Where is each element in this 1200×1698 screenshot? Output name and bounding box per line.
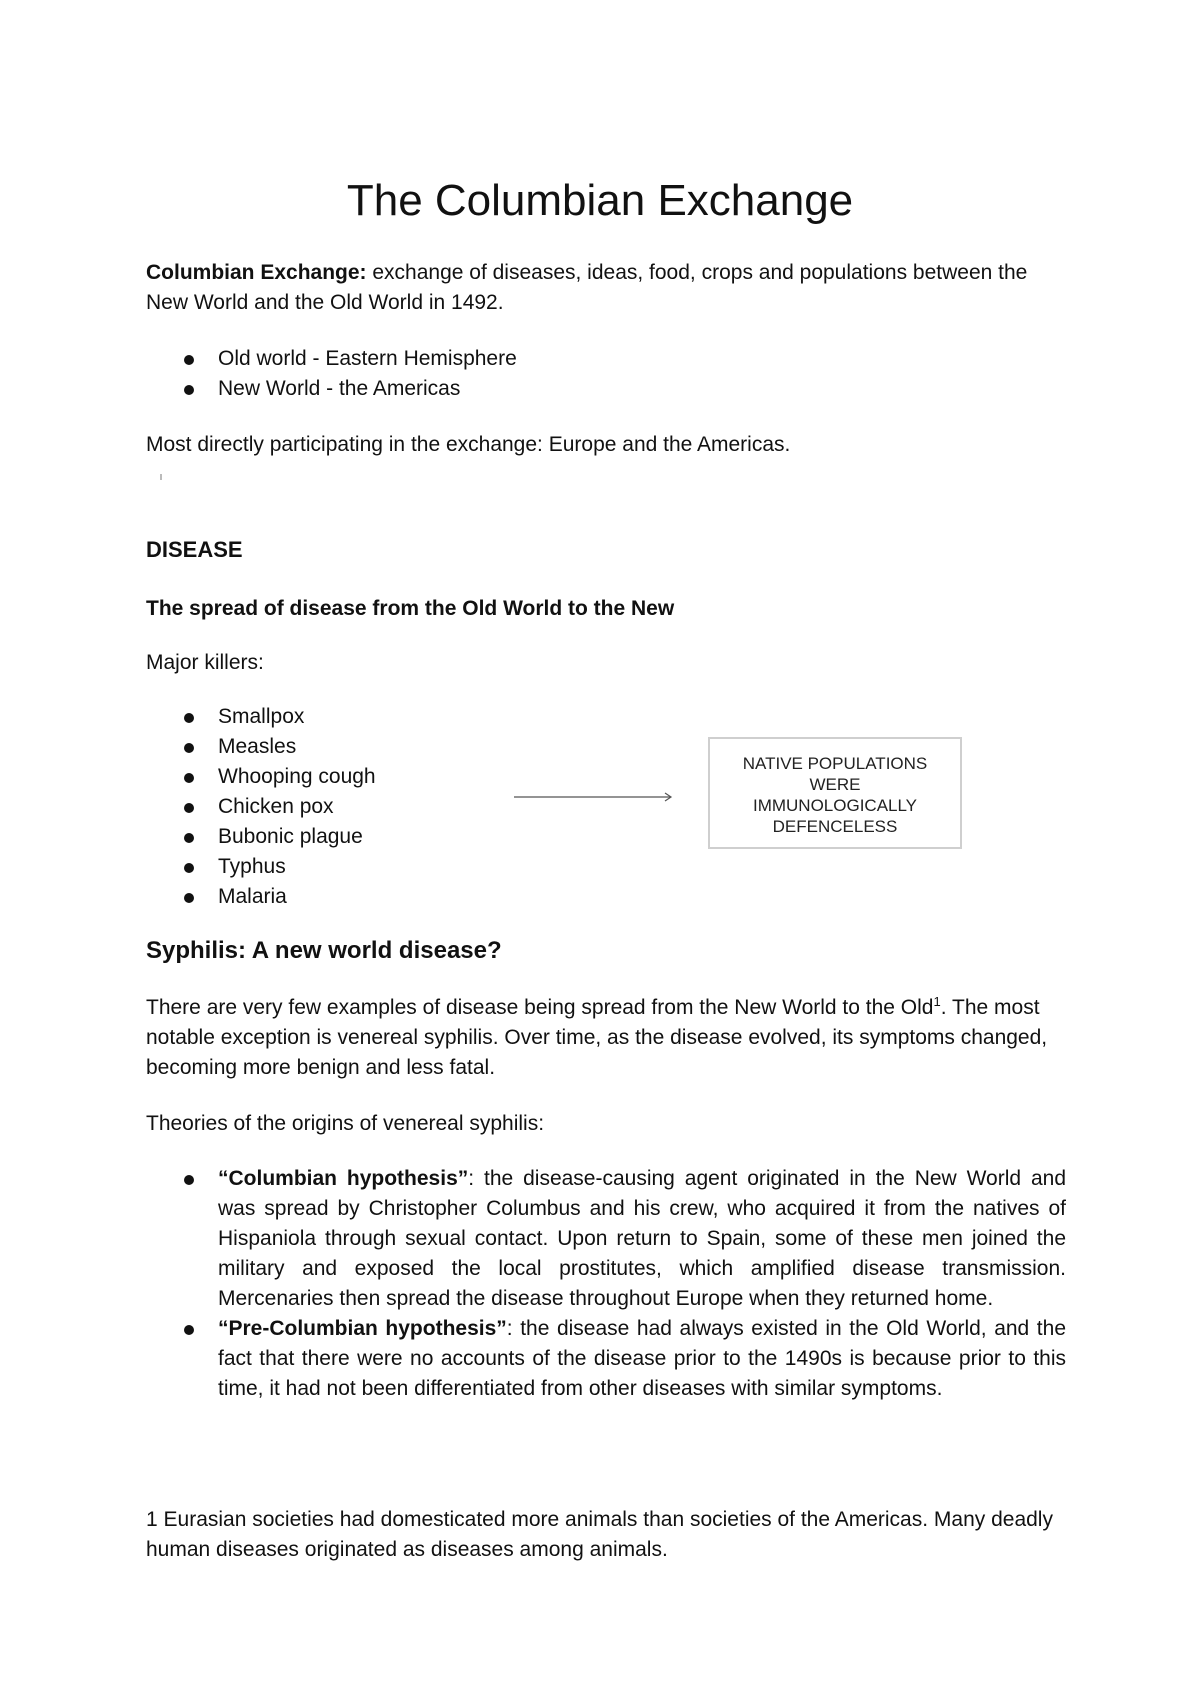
list-item: Old world - Eastern Hemisphere [146, 344, 1066, 374]
list-item: “Columbian hypothesis”: the disease-causing agent originated in the New World and was spread by Christopher Columbus and his crew, who acquired it from the natives of Hispaniola through sexual contact. Upon return to Spain, some of these men joined the military and exposed the local prostitutes, which amplified disease transmission. Mercenaries then spread the disease throughout Europe when they returned home. [146, 1164, 1066, 1314]
worlds-list [146, 344, 1066, 404]
list-item: Whooping cough [146, 762, 1066, 792]
callout-text: NATIVE POPULATIONS WERE IMMUNOLOGICALLY DEFENCELESS [742, 754, 928, 836]
syphilis-heading: Syphilis: A new world disease? [146, 937, 502, 964]
list-item: Measles [146, 732, 1066, 762]
bullet-icon [184, 385, 194, 395]
list-item: Typhus [146, 852, 1066, 882]
bullet-icon [184, 893, 194, 903]
disease-heading: DISEASE [146, 537, 243, 562]
list-item: “Pre-Columbian hypothesis”: the disease had always existed in the Old World, and the fact that there were no accounts of the disease prior to the 1490s is because prior to this time, it had not been differentiated from other diseases with similar symptoms. [146, 1314, 1066, 1404]
footnote-ref: 1 [933, 994, 941, 1009]
definition-paragraph [146, 258, 1066, 318]
theories-list [146, 1164, 1066, 1404]
bullet-icon [184, 863, 194, 873]
definition-text: exchange of diseases, ideas, food, crops and populations between the New World and the Old World in 1492. [146, 261, 1028, 314]
list-item: Smallpox [146, 702, 1066, 732]
list-item: New World - the Americas [146, 374, 1066, 404]
bullet-icon [184, 713, 194, 723]
bullet-icon [184, 803, 194, 813]
bullet-icon [184, 773, 194, 783]
theories-label: Theories of the origins of venereal syphilis: [146, 1112, 545, 1135]
list-item: Chicken pox [146, 792, 1066, 822]
stray-mark [160, 474, 162, 480]
bullet-icon [184, 743, 194, 753]
list-item: Malaria [146, 882, 1066, 912]
killers-label: Major killers: [146, 651, 264, 674]
bullet-icon [184, 833, 194, 843]
bullet-icon [184, 355, 194, 365]
list-item: Bubonic plague [146, 822, 1066, 852]
arrow-right-icon [514, 791, 674, 803]
bullet-icon [184, 1325, 194, 1335]
bullet-icon [184, 1175, 194, 1185]
footnote: 1 Eurasian societies had domesticated more animals than societies of the Americas. Many deadly human diseases originated as diseases among animals. [146, 1508, 1053, 1561]
syphilis-paragraph: There are very few examples of disease being spread from the New World to the Old$^1$. The most notable exception is venereal syphilis. Over time, as the disease evolved, its symptoms changed, becoming more benign and less fatal. [146, 994, 1048, 1079]
participants-paragraph: Most directly participating in the exchange: Europe and the Americas. [146, 433, 791, 456]
page-title: The Columbian Exchange [346, 176, 854, 225]
disease-subheading: The spread of disease from the Old World to the New [146, 597, 675, 620]
definition-term: Columbian Exchange: [146, 261, 367, 284]
callout-box [708, 737, 962, 849]
